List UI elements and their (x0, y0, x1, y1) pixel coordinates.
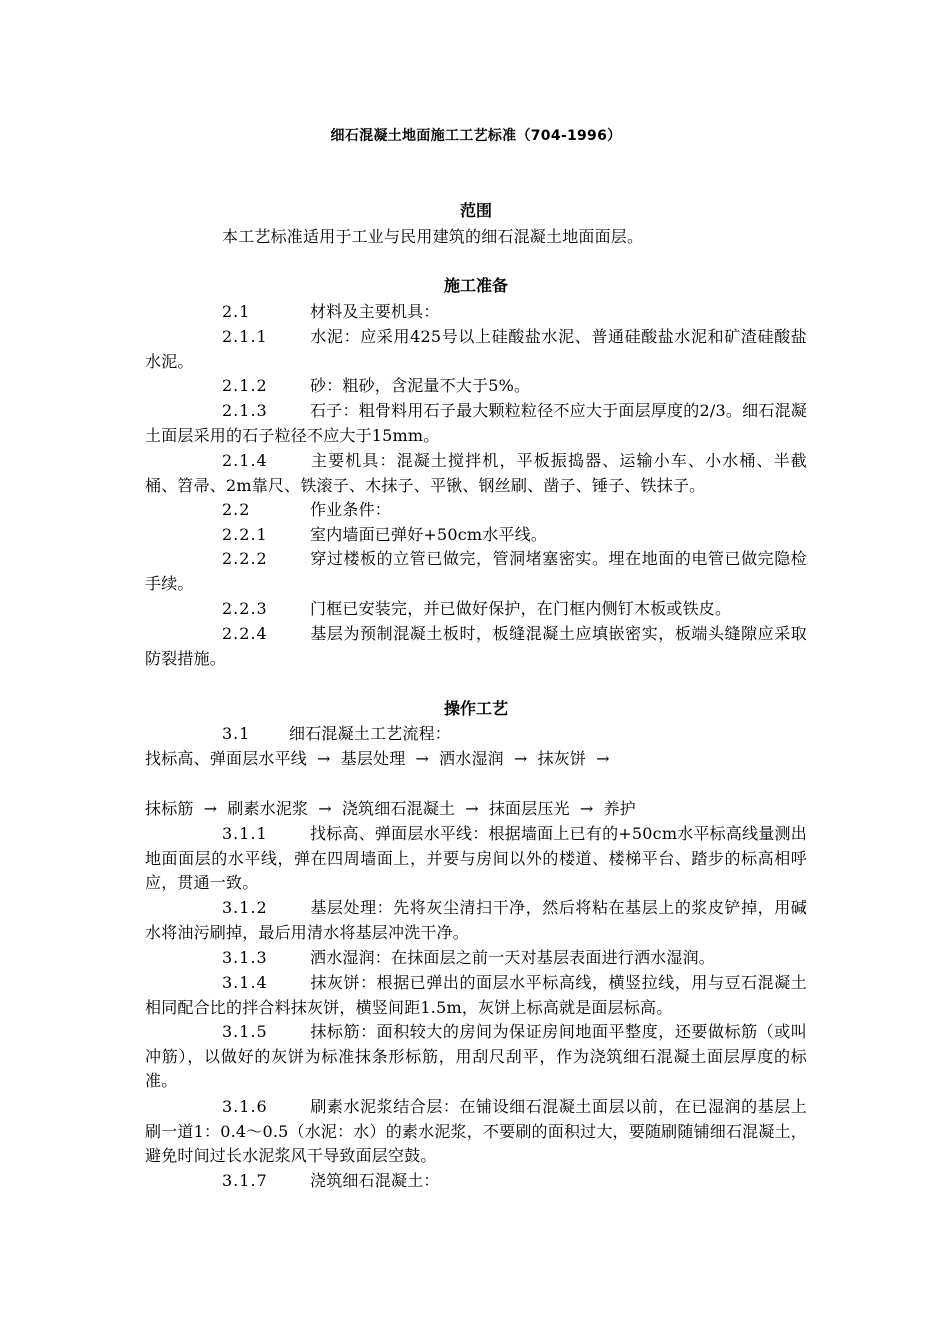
clause-number: 3.1.6 (222, 1097, 268, 1116)
clause-2-2-4 (145, 622, 807, 671)
process-flow-line-1 (145, 747, 807, 771)
clause-3-1-2 (145, 896, 807, 945)
flow-step: 抹灰饼 (537, 749, 587, 768)
flow-step: 刷素水泥浆 (227, 799, 309, 818)
clause-number: 3.1.3 (222, 948, 268, 967)
clause-text: 水泥：应采用425号以上硅酸盐水泥、普通硅酸盐水泥和矿渣硅酸盐水泥。 (145, 327, 807, 371)
scope-paragraph: 本工艺标准适用于工业与民用建筑的细石混凝土地面面层。 (222, 227, 644, 246)
clause-3-1-7 (145, 1169, 807, 1194)
section-heading-scope: 范围 (459, 201, 492, 220)
clause-2-1-3 (145, 399, 807, 448)
flow-step: 抹标筋 (145, 799, 194, 818)
clause-text: 刷素水泥浆结合层：在铺设细石混凝土面层以前，在已湿润的基层上刷一道1：0.4～0.5（水泥：水）的素水泥浆，不要刷的面积过大，要随刷随铺细石混凝土，避免时间过长水泥浆风干导致面层空鼓。 (145, 1097, 807, 1165)
clause-text: 材料及主要机具： (310, 302, 440, 321)
clause-3-1-6 (145, 1095, 807, 1169)
clause-number: 2.2.4 (222, 624, 268, 643)
process-flow-line-2 (145, 797, 807, 821)
flow-step: 抹面层压光 (488, 799, 570, 818)
clause-2-2-3 (145, 597, 807, 622)
clause-number: 3.1.4 (222, 973, 268, 992)
clause-number: 2.2.2 (222, 549, 268, 568)
clause-text: 作业条件： (310, 500, 392, 519)
clause-2-1 (145, 300, 807, 325)
clause-text: 抹灰饼：根据已弹出的面层水平标高线，横竖拉线，用与豆石混凝土相同配合比的拌合料抹灰饼，横竖间距1.5m，灰饼上标高就是面层标高。 (145, 973, 807, 1017)
clause-2-2-1 (145, 523, 807, 548)
flow-arrow-icon: → (317, 749, 331, 768)
document-title: 细石混凝土地面施工工艺标准（704-1996） (330, 128, 622, 144)
flow-arrow-icon: → (513, 749, 528, 768)
section-heading-operation: 操作工艺 (443, 699, 508, 718)
clause-text: 细石混凝土工艺流程： (289, 724, 452, 743)
clause-number: 2.2.3 (222, 599, 268, 618)
clause-text: 基层为预制混凝土板时，板缝混凝土应填嵌密实，板端头缝隙应采取防裂措施。 (145, 624, 807, 668)
clause-number: 2.1.4 (222, 451, 268, 470)
clause-3-1-4 (145, 971, 807, 1020)
clause-text: 砂：粗砂，含泥量不大于5%。 (310, 376, 531, 395)
clause-text: 浇筑细石混凝土： (310, 1171, 440, 1190)
clause-3-1-1 (145, 822, 807, 896)
flow-step: 洒水湿润 (439, 749, 504, 768)
clause-2-1-1 (145, 325, 807, 374)
clause-number: 2.2 (222, 500, 251, 519)
flow-step: 浇筑细石混凝土 (341, 799, 456, 818)
clause-number: 3.1.5 (222, 1022, 268, 1041)
clause-3-1-3 (145, 946, 807, 971)
flow-arrow-icon: → (596, 749, 610, 768)
flow-step: 找标高、弹面层水平线 (145, 749, 308, 768)
clause-text: 基层处理：先将灰尘清扫干净，然后将粘在基层上的浆皮铲掉，用碱水将油污刷掉，最后用清水将基层冲洗干净。 (145, 898, 807, 942)
clause-number: 2.1 (222, 302, 251, 321)
flow-arrow-icon: → (318, 799, 332, 818)
clause-number: 2.2.1 (222, 525, 268, 544)
clause-text: 主要机具：混凝土搅拌机，平板振捣器、运输小车、小水桶、半截桶、笤帚、2m靠尺、铁滚子、木抹子、平锹、钢丝刷、凿子、锤子、铁抹子。 (145, 451, 807, 495)
flow-step: 养护 (603, 799, 636, 818)
clause-number: 3.1.2 (222, 898, 268, 917)
clause-text: 门框已安装完，并已做好保护，在门框内侧钉木板或铁皮。 (310, 599, 732, 618)
clause-2-1-4 (145, 449, 807, 498)
clause-2-2-2 (145, 547, 807, 596)
clause-text: 找标高、弹面层水平线：根据墙面上已有的+50cm水平标高线量测出地面面层的水平线，弹在四周墙面上，并要与房间以外的楼道、楼梯平台、踏步的标高相呼应，贯通一致。 (145, 824, 807, 892)
clause-text: 洒水湿润：在抹面层之前一天对基层表面进行洒水湿润。 (310, 948, 716, 967)
clause-2-1-2 (145, 374, 807, 399)
flow-arrow-icon: → (465, 799, 479, 818)
section-heading-preparation: 施工准备 (443, 276, 508, 295)
clause-text: 抹标筋：面积较大的房间为保证房间地面平整度，还要做标筋（或叫冲筋），以做好的灰饼为标准抹条形标筋，用刮尺刮平，作为浇筑细石混凝土面层厚度的标准。 (145, 1022, 807, 1090)
clause-number: 3.1 (222, 724, 251, 743)
flow-arrow-icon: → (415, 749, 430, 768)
clause-2-2 (145, 498, 807, 523)
clause-3-1-5 (145, 1020, 807, 1094)
flow-step: 基层处理 (340, 749, 406, 768)
clause-number: 3.1.1 (222, 824, 268, 843)
clause-number: 3.1.7 (222, 1171, 268, 1190)
flow-arrow-icon: → (579, 799, 594, 818)
clause-3-1 (145, 722, 807, 747)
clause-number: 2.1.3 (222, 401, 268, 420)
clause-text: 室内墙面已弹好+50cm水平线。 (310, 525, 548, 544)
clause-text: 石子：粗骨料用石子最大颗粒粒径不应大于面层厚度的2/3。细石混凝土面层采用的石子粒径不应大于15mm。 (145, 401, 807, 445)
clause-text: 穿过楼板的立管已做完，管洞堵塞密实。埋在地面的电管已做完隐检手续。 (145, 549, 807, 593)
clause-number: 2.1.2 (222, 376, 268, 395)
flow-arrow-icon: → (203, 799, 218, 818)
clause-number: 2.1.1 (222, 327, 268, 346)
